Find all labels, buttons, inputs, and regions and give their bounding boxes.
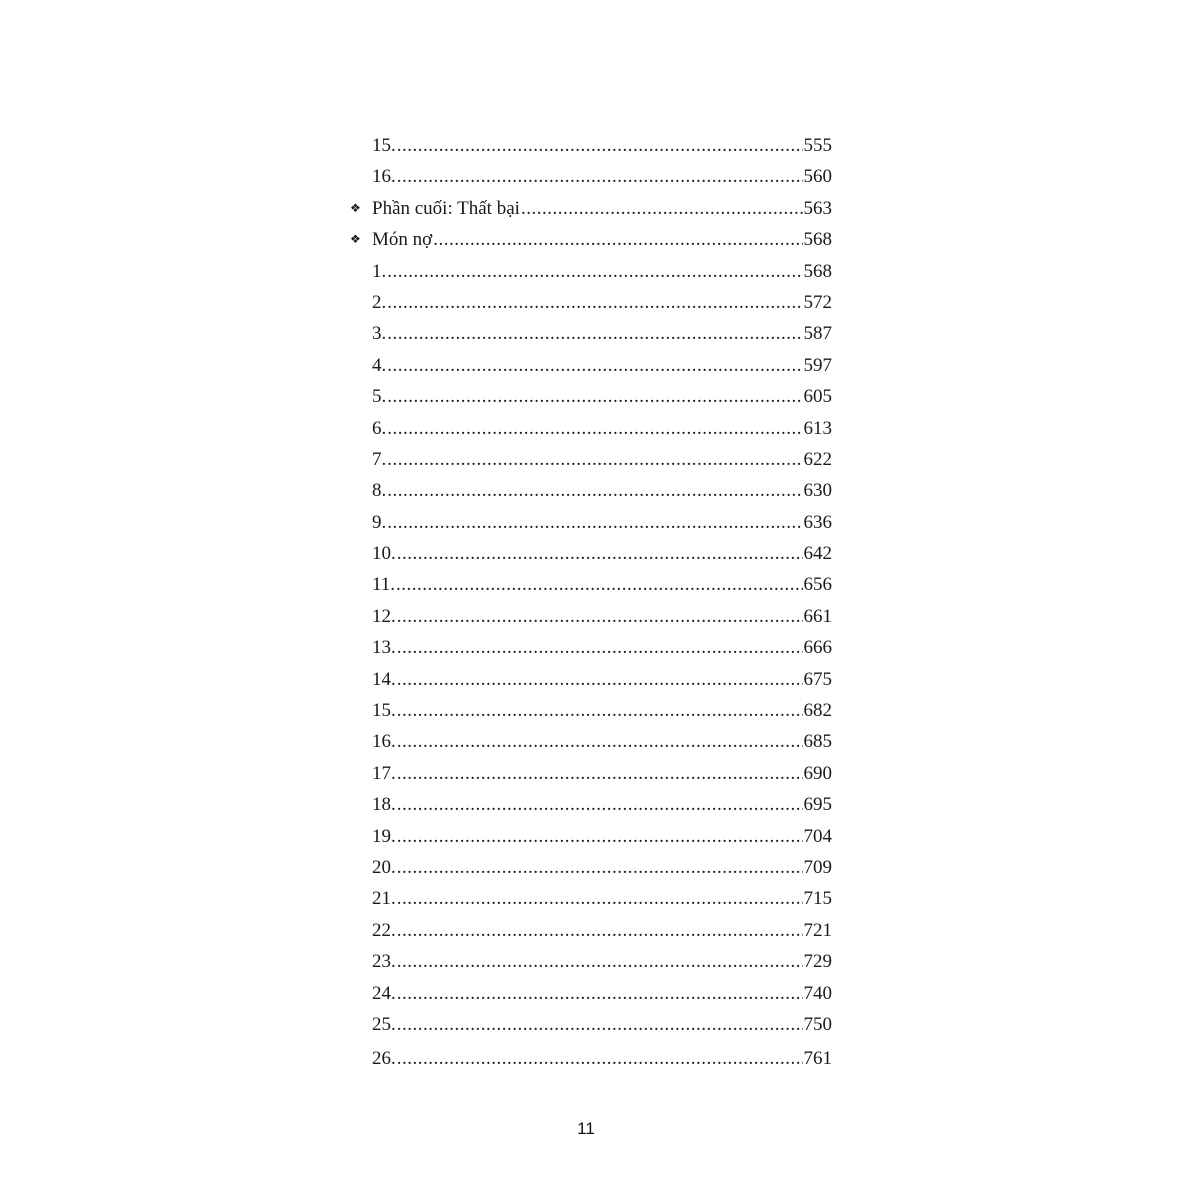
toc-entry-page: 729	[803, 951, 832, 973]
toc-entry-page: 636	[803, 511, 832, 533]
toc-entry-label: 8.	[372, 480, 387, 502]
toc-entry-label: 5.	[372, 386, 387, 408]
dot-leader	[387, 413, 802, 444]
toc-entry-page: 750	[803, 1013, 832, 1035]
toc-entry-page: 675	[803, 668, 832, 690]
dot-leader	[387, 350, 802, 381]
toc-entry-page: 656	[803, 574, 832, 596]
toc-entry-label: 23.	[372, 951, 396, 973]
dot-leader	[397, 1009, 803, 1040]
toc-entry-page: 704	[803, 825, 832, 847]
toc-entry-label: 4.	[372, 354, 387, 376]
toc-entry-label: 1.	[372, 260, 387, 282]
toc-entry	[350, 978, 832, 1009]
toc-entry-page: 740	[803, 982, 832, 1004]
dot-leader	[397, 758, 803, 789]
table-of-contents	[350, 130, 832, 1075]
toc-entry-page: 622	[803, 448, 832, 470]
toc-entry-label: 19.	[372, 825, 396, 847]
toc-entry-label: 18.	[372, 794, 396, 816]
dot-leader	[387, 256, 802, 287]
dot-leader	[397, 789, 803, 820]
toc-entry-page: 572	[803, 291, 832, 313]
toc-entry	[350, 318, 832, 349]
toc-entry-label: 13.	[372, 637, 396, 659]
toc-entry-page: 555	[803, 135, 832, 156]
toc-entry	[350, 726, 832, 757]
toc-entry	[350, 664, 832, 695]
toc-entry-label: 3.	[372, 323, 387, 345]
toc-entry-label: 24.	[372, 982, 396, 1004]
toc-entry-page: 568	[803, 260, 832, 282]
dot-leader	[521, 193, 803, 224]
toc-entry	[350, 1009, 832, 1040]
toc-entry-page: 721	[803, 919, 832, 941]
toc-entry	[350, 475, 832, 506]
toc-entry-label: 10.	[372, 543, 396, 565]
toc-entry-page: 661	[803, 605, 832, 627]
toc-entry-page: 685	[803, 731, 832, 753]
toc-entry-page: 568	[803, 229, 832, 251]
toc-entry	[350, 852, 832, 883]
toc-entry-label: 16.	[372, 166, 396, 188]
toc-entry-page: 605	[803, 386, 832, 408]
toc-entry-label: 11.	[372, 574, 396, 596]
toc-entry-label: 6.	[372, 417, 387, 439]
toc-entry	[350, 287, 832, 318]
dot-leader	[387, 381, 802, 412]
toc-entry-page: 695	[803, 794, 832, 816]
dot-leader	[387, 444, 802, 475]
toc-entry-label: 22.	[372, 919, 396, 941]
toc-entry-label: Món nợ	[372, 229, 433, 251]
dot-leader	[433, 224, 802, 255]
toc-entry	[350, 695, 832, 726]
toc-entry-page: 715	[803, 888, 832, 910]
toc-entry-label: 17.	[372, 762, 396, 784]
toc-entry-page: 587	[803, 323, 832, 345]
toc-entry	[350, 789, 832, 820]
dot-leader	[387, 287, 802, 318]
toc-entry-page: 563	[803, 197, 832, 219]
dot-leader	[397, 852, 803, 883]
dot-leader	[397, 130, 803, 161]
toc-entry-label: 2.	[372, 291, 387, 313]
page-number: 11	[577, 1119, 595, 1138]
dot-leader	[397, 601, 803, 632]
dot-leader	[397, 664, 803, 695]
toc-entry-label: 12.	[372, 605, 396, 627]
toc-entry-label: 14.	[372, 668, 396, 690]
dot-leader	[397, 821, 803, 852]
toc-entry	[350, 1043, 832, 1074]
toc-entry	[350, 130, 832, 161]
toc-entry-label: Phần cuối: Thất bại	[372, 197, 520, 219]
dot-leader	[387, 507, 802, 538]
toc-entry-label: 21.	[372, 888, 396, 910]
dot-leader	[397, 978, 803, 1009]
toc-entry	[350, 569, 832, 600]
toc-entry	[350, 224, 832, 255]
dot-leader	[397, 883, 803, 914]
dot-leader	[397, 1043, 803, 1074]
dot-leader	[387, 475, 802, 506]
dot-leader	[397, 726, 803, 757]
toc-entry-label: 7.	[372, 448, 387, 470]
toc-entry-page: 597	[803, 354, 832, 376]
toc-entry	[350, 538, 832, 569]
toc-entry	[350, 193, 832, 224]
toc-entry-page: 630	[803, 480, 832, 502]
toc-entry-page: 690	[803, 762, 832, 784]
toc-entry-label: 20.	[372, 856, 396, 878]
toc-entry	[350, 821, 832, 852]
toc-entry	[350, 350, 832, 381]
toc-entry	[350, 161, 832, 192]
dot-leader	[396, 569, 802, 600]
toc-entry	[350, 632, 832, 663]
dot-leader	[397, 161, 803, 192]
dot-leader	[397, 632, 803, 663]
toc-entry	[350, 444, 832, 475]
dot-leader	[397, 946, 803, 977]
toc-entry-page: 560	[803, 166, 832, 188]
toc-entry	[350, 413, 832, 444]
toc-entry-label: 25.	[372, 1013, 396, 1035]
toc-entry-label: 26.	[372, 1048, 396, 1070]
dot-leader	[387, 318, 802, 349]
dot-leader	[397, 538, 803, 569]
toc-entry	[350, 256, 832, 287]
toc-entry	[350, 883, 832, 914]
dot-leader	[397, 695, 803, 726]
toc-entry-label: 15.	[372, 700, 396, 722]
toc-entry	[350, 946, 832, 977]
toc-entry-page: 709	[803, 856, 832, 878]
toc-entry-page: 642	[803, 543, 832, 565]
toc-entry	[350, 507, 832, 538]
toc-entry	[350, 601, 832, 632]
toc-entry-label: 9.	[372, 511, 387, 533]
toc-entry-page: 682	[803, 700, 832, 722]
toc-entry-label: 15.	[372, 135, 396, 156]
dot-leader	[397, 915, 803, 946]
diamond-bullet-icon: ❖	[350, 232, 361, 247]
toc-entry-label: 16.	[372, 731, 396, 753]
toc-entry	[350, 758, 832, 789]
toc-entry-page: 761	[803, 1048, 832, 1070]
toc-entry	[350, 915, 832, 946]
diamond-bullet-icon: ❖	[350, 200, 361, 215]
toc-entry-page: 666	[803, 637, 832, 659]
toc-entry-page: 613	[803, 417, 832, 439]
toc-entry	[350, 381, 832, 412]
